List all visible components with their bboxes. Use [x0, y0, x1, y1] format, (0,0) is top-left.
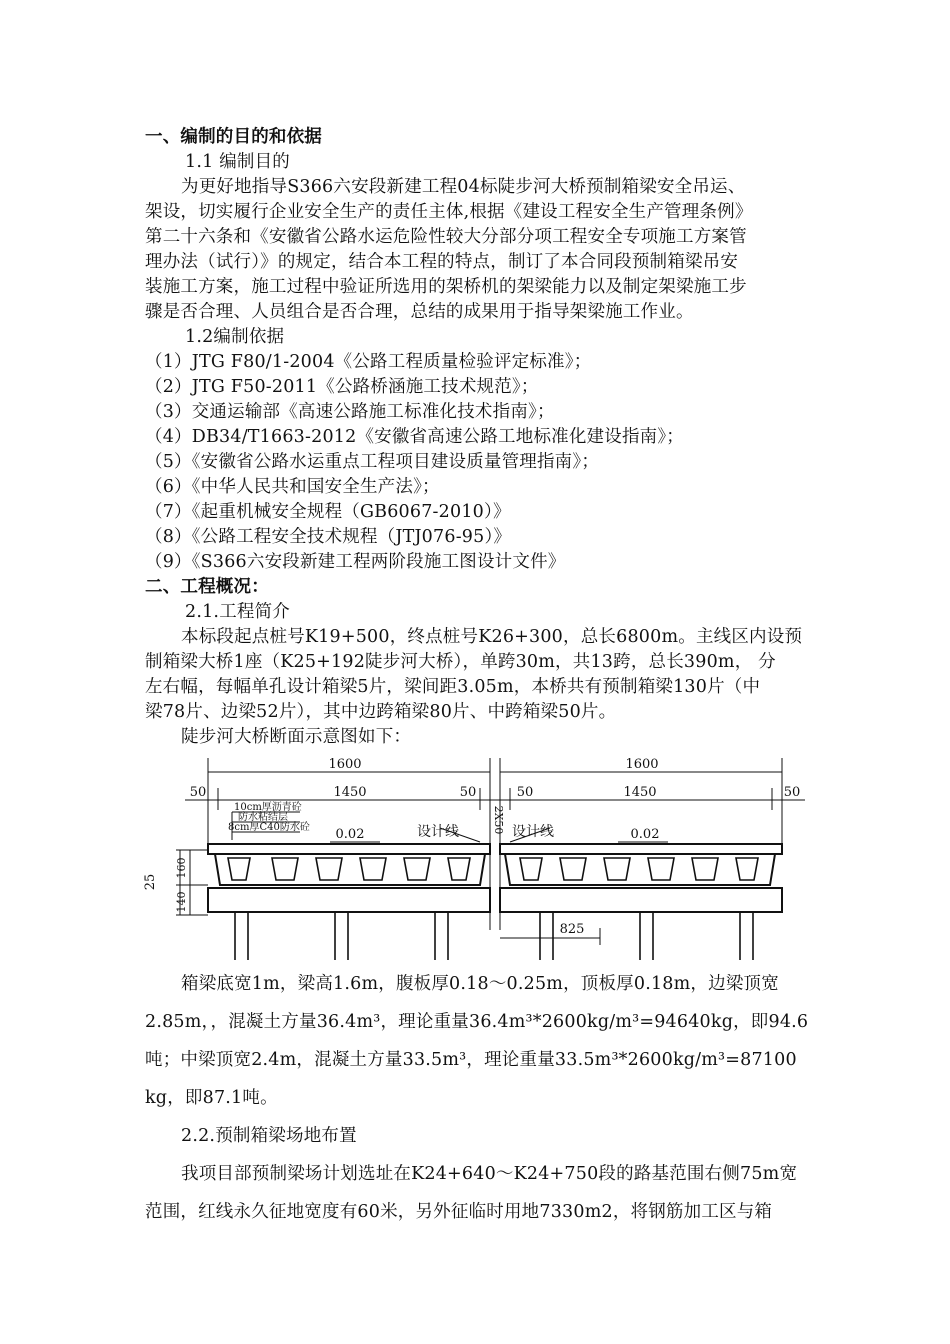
design-line-left: 设计线 [417, 824, 459, 840]
list-item: （8）《公路工程安全技术规程（JTJ076-95）》 [145, 527, 512, 547]
dim-edge-right: 50 [783, 785, 801, 800]
paragraph-line: 本标段起点桩号K19+500，终点桩号K26+300，总长6800m。主线区内设预 [181, 627, 803, 647]
bridge-cross-section-diagram [140, 750, 820, 965]
dim-inner-left: 50 [459, 785, 477, 800]
list-item: （4）DB34/T1663-2012《安徽省高速公路工地标准化建设指南》； [145, 427, 684, 447]
height-beam: 160 [175, 857, 188, 879]
slope-right: 0.02 [630, 827, 660, 842]
paragraph-line: 架设，切实履行企业安全生产的责任主体,根据《建设工程安全生产管理条例》 [145, 202, 753, 222]
list-item: （2）JTG F50-2011《公路桥涵施工技术规范》； [145, 377, 539, 397]
note-asphalt: 10cm厚沥青砼 [234, 802, 302, 813]
paragraph-line: 装施工方案，施工过程中验证所选用的架桥机的架梁能力以及制定架梁施工步 [145, 277, 747, 297]
section1-title: 一、编制的目的和依据 [145, 127, 322, 147]
list-item: （3）交通运输部《高速公路施工标准化技术指南》； [145, 402, 555, 422]
intro-heading: 2.1.工程简介 [185, 602, 290, 622]
diagram-caption: 陡步河大桥断面示意图如下： [181, 727, 412, 747]
dim-width-right: 1450 [623, 785, 657, 800]
dim-width-left: 1450 [333, 785, 367, 800]
dim-total-right: 1600 [625, 757, 659, 772]
note-waterproof: 防水粘结层 [238, 812, 288, 823]
paragraph-line: 为更好地指导S366六安段新建工程04标陡步河大桥预制箱梁安全吊运、 [181, 177, 746, 197]
height-pier: 140 [175, 891, 188, 913]
dim-edge-left: 50 [189, 785, 207, 800]
list-item: （6）《中华人民共和国安全生产法》； [145, 477, 440, 497]
list-item: （7）《起重机械安全规程（GB6067-2010）》 [145, 502, 511, 522]
dim-total-left: 1600 [328, 757, 362, 772]
design-line-right: 设计线 [512, 824, 554, 840]
height-total: 25 [143, 873, 158, 891]
list-item: （5）《安徽省公路水运重点工程项目建设质量管理指南》； [145, 452, 600, 472]
list-item: （1）JTG F80/1-2004《公路工程质量检验评定标准》； [145, 352, 592, 372]
section2-title: 二、工程概况： [145, 577, 269, 597]
slope-left: 0.02 [335, 827, 365, 842]
paragraph-line: 梁78片、边梁52片），其中边跨箱梁80片、中跨箱梁50片。 [145, 702, 617, 722]
paragraph-line: 我项目部预制梁场计划选址在K24+640～K24+750段的路基范围右侧75m宽 [181, 1164, 798, 1184]
site-heading: 2.2.预制箱梁场地布置 [181, 1126, 357, 1146]
paragraph-line: 制箱梁大桥1座（K25+192陡步河大桥），单跨30m，共13跨，总长390m， 分 [145, 652, 776, 672]
paragraph-line: kg，即87.1吨。 [145, 1088, 278, 1108]
paragraph-line: 吨；中梁顶宽2.4m，混凝土方量33.5m³，理论重量33.5m³*2600kg/m³=87100 [145, 1050, 797, 1070]
paragraph-line: 范围，红线永久征地宽度有60米，另外征临时用地7330m2，将钢筋加工区与箱 [145, 1202, 773, 1222]
purpose-heading: 1.1 编制目的 [185, 152, 290, 172]
paragraph-line: 2.85m，，混凝土方量36.4m³，理论重量36.4m³*2600kg/m³=94640kg，即94.6 [145, 1012, 809, 1032]
dim-gap: 2X50 [492, 805, 505, 835]
paragraph-line: 箱梁底宽1m，梁高1.6m，腹板厚0.18～0.25m，顶板厚0.18m，边梁顶宽 [181, 974, 779, 994]
list-item: （9）《S366六安段新建工程两阶段施工图设计文件》 [145, 552, 566, 572]
note-concrete: 8cm厚C40防水砼 [228, 822, 310, 833]
dim-pier-offset: 825 [559, 922, 585, 937]
paragraph-line: 理办法（试行）》的规定，结合本工程的特点，制订了本合同段预制箱梁吊安 [145, 252, 739, 272]
paragraph-line: 骤是否合理、人员组合是否合理，总结的成果用于指导架梁施工作业。 [145, 302, 694, 322]
paragraph-line: 左右幅，每幅单孔设计箱梁5片，梁间距3.05m，本桥共有预制箱梁130片（中 [145, 677, 761, 697]
paragraph-line: 第二十六条和《安徽省公路水运危险性较大分部分项工程安全专项施工方案管 [145, 227, 747, 247]
dim-inner-right: 50 [516, 785, 534, 800]
basis-heading: 1.2编制依据 [185, 327, 285, 347]
